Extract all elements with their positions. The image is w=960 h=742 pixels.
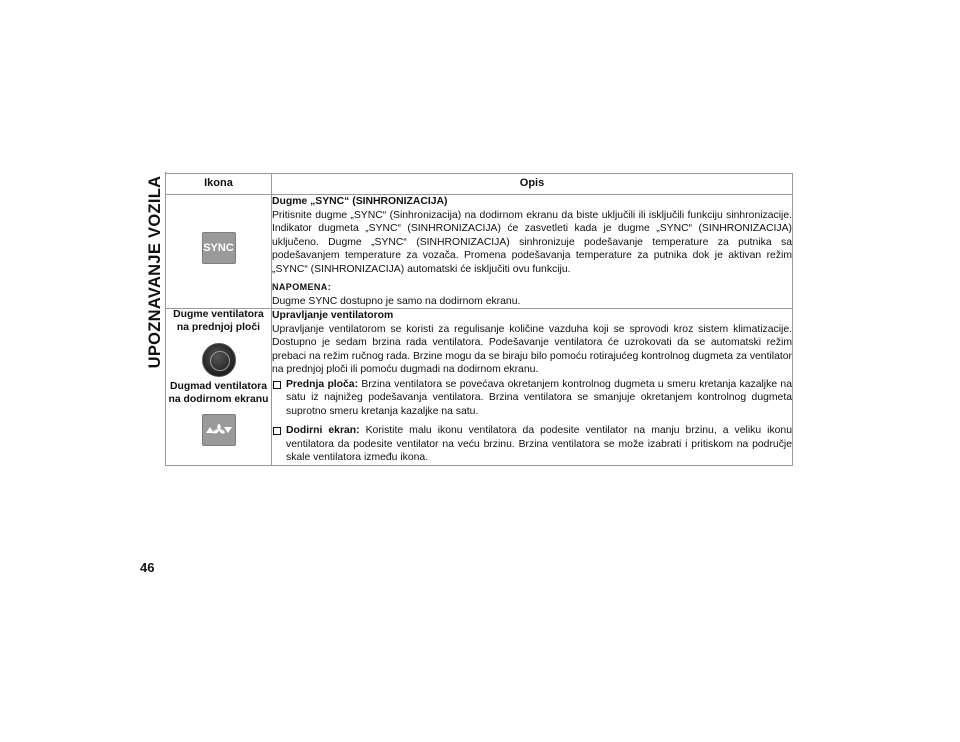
row-title: Dugme „SYNC“ (SINHRONIZACIJA) bbox=[272, 196, 448, 207]
bullet-lead: Prednja ploča: bbox=[286, 378, 359, 390]
front-panel-label: Dugme ventilatora na prednjoj ploči bbox=[173, 309, 264, 333]
description-cell bbox=[272, 309, 793, 466]
fan-arrows-icon bbox=[205, 423, 233, 437]
note-text: Dugme SYNC dostupno je samo na dodirnom ekranu. bbox=[272, 295, 521, 307]
table-row bbox=[166, 195, 793, 309]
bullet-lead: Dodirni ekran: bbox=[286, 425, 360, 436]
checkbox-bullet-icon bbox=[273, 427, 281, 435]
sync-button-icon: SYNC bbox=[202, 232, 236, 264]
header-icon: Ikona bbox=[166, 174, 272, 195]
list-item bbox=[272, 424, 792, 465]
section-title bbox=[136, 172, 166, 372]
row-body: Pritisnite dugme „SYNC“ (Sinhronizacija) na dodirnom ekranu da biste uključili ili isključili funkciju sinhronizacije. Indikator dugmeta „SYNC“ (SINHRONIZACIJA) će zasvetleti kada je dugme „SYNC“ (SINHRONIZACIJA) uključeno. Dugme „SYNC“ (SINHRONIZACIJA) sinhronizuje podešavanje temperature za putnika sa podešavanjem temperature za vozača. Promena podešavanja temperature za putnika dok je aktivan režim „SYNC“ (SINHRONIZACIJA) automatski će isključiti ovu funkciju. bbox=[272, 209, 792, 275]
header-description: Opis bbox=[272, 174, 793, 195]
bullet-list bbox=[272, 378, 792, 465]
fan-touchscreen-button-icon bbox=[202, 414, 236, 446]
bullet-text: Brzina ventilatora se povećava okretanjem kontrolnog dugmeta u smeru kretanja kazaljke na satu iz najnižeg podešavanja ventilatora. Brzina ventilatora se smanjuje okretanjem kontrolnog dugmeta suprotno smeru kretanja kazaljke na satu. bbox=[286, 378, 792, 417]
icon-cell bbox=[166, 195, 272, 309]
row-body: Upravljanje ventilatorom se koristi za regulisanje količine vazduha koji se sprovodi kroz sistem klimatizacije. Dostupno je sedam brzina rada ventilatora. Podešavanje ventilatora će uzrokovati da se automatski režim prebaci na režim ručnog rada. Brzine mogu da se biraju bilo pomoću rotirajućeg kontrolnog dugmeta za ventilator na prednjoj ploči ili pomoću dugmadi na dodirnom ekranu. bbox=[272, 323, 792, 375]
section-title-text: UPOZNAVANJE VOZILA bbox=[146, 175, 164, 369]
note-heading: NAPOMENA: bbox=[272, 282, 332, 292]
touchscreen-label: Dugmad ventilatora na dodirnom ekranu bbox=[168, 381, 269, 405]
checkbox-bullet-icon bbox=[273, 381, 281, 389]
fan-control-knob-icon bbox=[202, 343, 236, 377]
description-cell bbox=[272, 195, 793, 309]
table-row bbox=[166, 309, 793, 466]
knob-ring bbox=[210, 351, 230, 371]
page-number: 46 bbox=[140, 560, 155, 575]
bullet-text: Koristite malu ikonu ventilatora da podesite ventilator na manju brzinu, a veliku ikonu ventilatora da podesite ventilator na veću brzinu. Brzina ventilatora se može izabrati i pritiskom na područje skale ventilatora između ikona. bbox=[286, 425, 792, 463]
row-title: Upravljanje ventilatorom bbox=[272, 310, 394, 321]
icon-cell bbox=[166, 309, 272, 466]
table-header-row bbox=[166, 174, 793, 195]
icon-description-table bbox=[165, 173, 793, 466]
list-item bbox=[272, 378, 792, 419]
